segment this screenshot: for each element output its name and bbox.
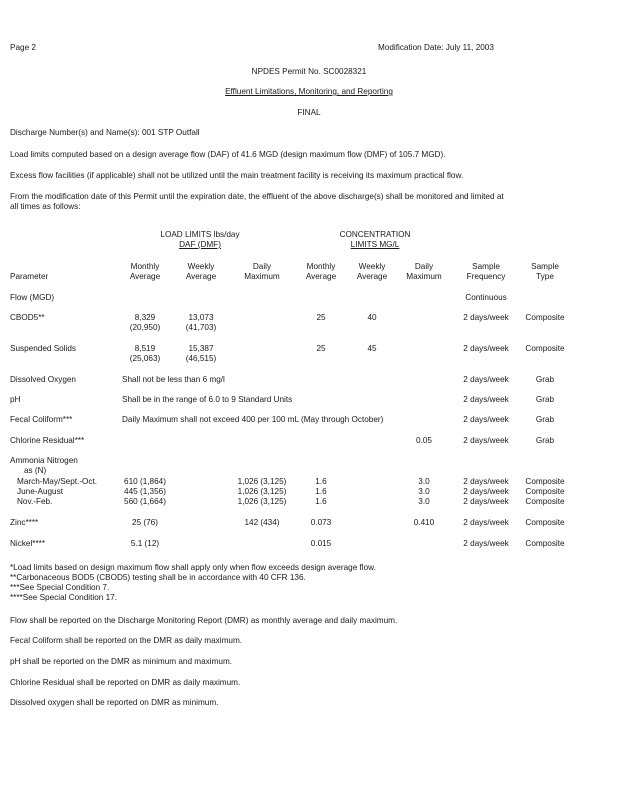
row-cbod-freq: 2 days/week [463,313,509,322]
row-ammonia-3-freq: 2 days/week [463,497,509,506]
section-title: Effluent Limitations, Monitoring, and Reporting [225,87,393,96]
row-ammonia-3-load-daily: 1,026 (3,125) [237,497,287,506]
row-cbod-param: CBOD5** [10,313,45,322]
discharge-name: Discharge Number(s) and Name(s): 001 STP Outfall [10,128,200,137]
row-ammonia-2-freq: 2 days/week [463,487,509,496]
row-ammonia-title: Ammonia Nitrogen [10,456,78,465]
row-flow-freq: Continuous [465,293,507,302]
row-nickel-type: Composite [525,539,565,548]
row-ammonia-3-conc-monthly: 1.6 [315,497,327,506]
row-tss-load-weekly: 15,387 (46,515) [185,344,217,363]
row-tss-conc-monthly: 25 [316,344,326,353]
row-tss-load-monthly: 8,519 (25,063) [129,344,161,363]
row-cbod-conc-monthly: 25 [316,313,326,322]
row-nickel-param: Nickel**** [10,539,46,548]
row-ammonia-1-load-daily: 1,026 (3,125) [237,477,287,486]
footnote: **Carbonaceous BOD5 (CBOD5) testing shall be in accordance with 40 CFR 136. [10,573,306,582]
row-ammonia-3-type: Composite [525,497,565,506]
row-ammonia-2-conc-daily: 3.0 [418,487,430,496]
group-header-load-1: LOAD LIMITS lbs/day [160,230,240,239]
row-cbod-type: Composite [525,313,565,322]
row-fecal-param: Fecal Coliform*** [10,415,73,424]
col-header-load-weekly: Weekly Average [185,262,217,281]
row-nickel-load-monthly: 5.1 (12) [130,539,160,548]
row-fecal-limit: Daily Maximum shall not exceed 400 per 100 mL (May through October) [122,415,384,424]
row-ammonia-sub: as (N) [24,466,47,475]
row-zinc-param: Zinc**** [10,518,39,527]
group-header-conc-2: LIMITS MG/L [350,240,400,249]
page-number: Page 2 [10,43,36,52]
permit-number: NPDES Permit No. SC0028321 [251,67,367,76]
row-ammonia-2-label: June-August [17,487,63,496]
row-nickel-conc-monthly: 0.015 [310,539,332,548]
row-zinc-conc-monthly: 0.073 [310,518,332,527]
col-header-parameter: Parameter [10,272,49,281]
status-label: FINAL [297,108,321,117]
row-ammonia-1-conc-monthly: 1.6 [315,477,327,486]
row-ph-param: pH [10,395,21,404]
row-fecal-type: Grab [535,415,555,424]
note-flow: Flow shall be reported on the Discharge Monitoring Report (DMR) as monthly average and daily maximum. [10,616,398,625]
footnotes [10,563,376,603]
row-ph-type: Grab [535,395,555,404]
load-basis-text: Load limits computed based on a design average flow (DAF) of 41.6 MGD (design maximum flow (DMF) of 105.7 MGD). [10,150,446,159]
row-cbod-load-weekly: 13,073 (41,703) [185,313,217,332]
row-do-freq: 2 days/week [463,375,509,384]
note-dissolved-oxygen: Dissolved oxygen shall be reported on DMR as minimum. [10,698,219,707]
row-nickel-freq: 2 days/week [463,539,509,548]
row-ammonia-2-type: Composite [525,487,565,496]
row-do-limit: Shall not be less than 6 mg/l [122,375,225,384]
row-tss-conc-weekly: 45 [367,344,377,353]
row-cbod-conc-weekly: 40 [367,313,377,322]
row-ammonia-3-conc-daily: 3.0 [418,497,430,506]
row-ammonia-2-load-daily: 1,026 (3,125) [237,487,287,496]
row-ammonia-1-conc-daily: 3.0 [418,477,430,486]
col-header-load-daily: Daily Maximum [244,262,280,281]
col-header-conc-weekly: Weekly Average [356,262,388,281]
row-chlorine-conc-daily: 0.05 [416,436,432,445]
row-ammonia-1-freq: 2 days/week [463,477,509,486]
row-ammonia-1-load-monthly: 610 (1,864) [124,477,166,486]
row-ammonia-1-type: Composite [525,477,565,486]
row-do-type: Grab [535,375,555,384]
footnote: ****See Special Condition 17. [10,593,117,602]
row-zinc-conc-daily: 0.410 [413,518,435,527]
col-header-type: Sample Type [531,262,559,281]
row-ammonia-2-conc-monthly: 1.6 [315,487,327,496]
col-header-conc-monthly: Monthly Average [305,262,337,281]
row-zinc-freq: 2 days/week [463,518,509,527]
row-zinc-load-daily: 142 (434) [244,518,280,527]
group-header-load-2: DAF (DMF) [179,240,221,249]
row-zinc-type: Composite [525,518,565,527]
period-text-1: From the modification date of this Permit until the expiration date, the effluent of the above discharge(s) shall be monitored and limited at [10,192,504,201]
row-fecal-freq: 2 days/week [463,415,509,424]
row-cbod-load-monthly: 8,329 (20,950) [129,313,161,332]
row-chlorine-type: Grab [535,436,555,445]
row-ammonia-1-label: March-May/Sept.-Oct. [17,477,98,486]
period-text-2: all times as follows: [10,202,81,211]
row-zinc-load-monthly: 25 (76) [132,518,158,527]
row-ammonia-3-label: Nov.-Feb. [17,497,53,506]
excess-flow-text: Excess flow facilities (if applicable) shall not be utilized until the main treatment facility is receiving its maximum practical flow. [10,171,464,180]
row-ph-limit: Shall be in the range of 6.0 to 9 Standard Units [122,395,293,404]
row-tss-param: Suspended Solids [10,344,77,353]
modification-date: Modification Date: July 11, 2003 [378,43,494,52]
row-chlorine-param: Chlorine Residual*** [10,436,85,445]
row-ammonia-2-load-monthly: 445 (1,356) [124,487,166,496]
note-fecal: Fecal Coliform shall be reported on the DMR as daily maximum. [10,636,243,645]
note-ph: pH shall be reported on the DMR as minimum and maximum. [10,657,233,666]
footnote: ***See Special Condition 7. [10,583,110,592]
row-ammonia-3-load-monthly: 560 (1,664) [124,497,166,506]
row-ph-freq: 2 days/week [463,395,509,404]
note-chlorine: Chlorine Residual shall be reported on DMR as daily maximum. [10,678,241,687]
row-chlorine-freq: 2 days/week [463,436,509,445]
row-tss-freq: 2 days/week [463,344,509,353]
group-header-conc-1: CONCENTRATION [339,230,411,239]
col-header-frequency: Sample Frequency [466,262,506,281]
row-tss-type: Composite [525,344,565,353]
row-do-param: Dissolved Oxygen [10,375,76,384]
col-header-load-monthly: Monthly Average [129,262,161,281]
footnote: *Load limits based on design maximum flow shall apply only when flow exceeds design average flow. [10,563,376,572]
row-flow-param: Flow (MGD) [10,293,55,302]
col-header-conc-daily: Daily Maximum [406,262,442,281]
